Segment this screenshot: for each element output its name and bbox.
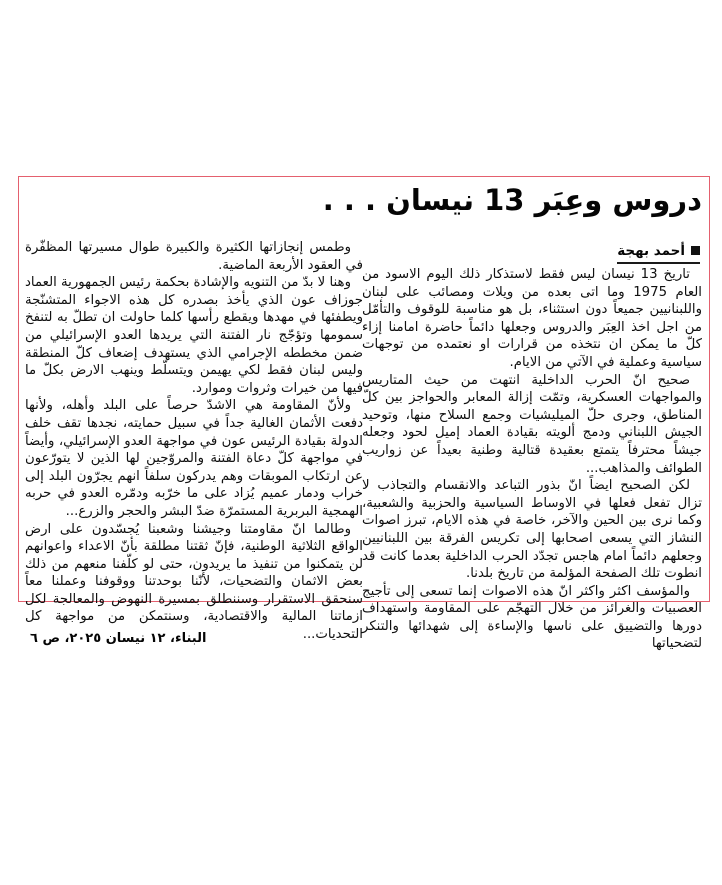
byline-square-icon — [691, 246, 700, 255]
source-caption: البناء، ١٢ نيسان ٢٠٢٥، ص ٦ — [30, 631, 207, 646]
column-left — [25, 239, 363, 644]
byline — [617, 243, 700, 264]
column-right — [362, 266, 702, 653]
paragraph: وطمس إنجازاتها الكثيرة والكبيرة طوال مسيرتها المظفّرة في العقود الأربعة الماضية. — [25, 240, 363, 273]
article-title: دروس وعِبَر 13 نيسان . . . — [322, 183, 702, 217]
paragraph: ولأنّ المقاومة هي الاشدّ حرصاً على البلد وأهله، ولأنها دفعت الأثمان الغالية جداً في سبيل حمايته، نجدها تقف خلف الدولة بقيادة الرئيس عون في مواجهة العدو الإسرائيلي، وأيضاً في مواجهة كلّ دعاة الفتنة والمروّجين لها الذين لا يتورّعون عن ارتكاب الموبقات وهم يدركون سلفاً انهم يجرّون البلد إلى خراب ودمار عميم يُزاد على ما خرّبه ودمّره العدو في حربه الهمجية البربرية المستمرّة ضدّ البشر والحجر والزرع... — [25, 398, 363, 519]
paragraph: وهنا لا بدّ من التنويه والإشادة بحكمة رئيس الجمهورية العماد جوزاف عون الذي يأخذ بصدره كل هذه الاجواء المتشنّجة ويطفئها في مهدها ويقطع رأسها كلما حاولت ان تطلّ به لتنفخ سمومها وتؤجّج نار الفتنة التي يريدها العدو الإسرائيلي من ضمن مخططه الإجرامي الذي يستهدف إضعاف كلّ المنطقة وليس لبنان فقط لكي يهيمن ويتسلّط وينهب الارض بكلّ ما فيها من خيرات وثروات وموارد. — [25, 275, 363, 396]
author-name: أحمد بهجة — [617, 243, 685, 259]
paragraph: وطالما انّ مقاومتنا وجيشنا وشعبنا يُجسّدون على ارض الواقع الثلاثية الوطنية، فإنّ ثقتنا مطلقة بأنّ الاعداء واعوانهم لن يتمكنوا من تنفيذ ما يريدون، حتى لو كلّفنا منعهم من ذلك بعض الاثمان والتضحيات، لأنّنا بوحدتنا ووقوفنا وعملنا معاً سنحقق الاستقرار وسننطلق بمسيرة النهوض والمعالجة لكل ازماتنا المالية والاقتصادية، وسنتمكن من مواجهة كل التحديات... — [25, 521, 363, 643]
paragraph: والمؤسف اكثر واكثر انّ هذه الاصوات إنما تسعى إلى تأجيج العصبيات والغرائز من خلال التهجّم على المقاومة واستهداف دورها والتضييق على ناسها والإساءة إلى شهدائها والتنكر لتضحياتها — [362, 583, 702, 652]
paragraph: صحيح انّ الحرب الداخلية انتهت من حيث المتاريس والمواجهات العسكرية، وتمّت إزالة المعابر والحواجز بين كلّ المناطق، وجرى حلّ الميليشيات وجمع السلاح منها، وتوحيد الجيش اللبناني ودمج ألويته بقيادة العماد إميل لحود وجعله جيشاً محترفاً يتمتع بعقيدة قتالية وطنية بعيداً عن زواريب الطوائف والمذاهب... — [362, 372, 702, 476]
paragraph: تاريخ 13 نيسان ليس فقط لاستذكار ذلك اليوم الاسود من العام 1975 وما اتى بعده من ويلات ومصائب على لبنان واللبنانيين جميعاً دون استثناء، بل هو مناسبة للوقوف والتأمّل من اجل اخذ العِبَر والدروس وجعلها دائماً حاضرة امامنا إزاء كلّ ما يمكن ان نتخذه من قرارات او نعتمده من توجهات سياسية وعملية في الآتي من الايام. — [362, 267, 702, 370]
paragraph: لكن الصحيح ايضاً انّ بذور التباعد والانقسام والتجاذب لا تزال تفعل فعلها في الاوساط السياسية والحزبية والشعبية، وكما نرى بين الحين والآخر، خاصة في هذه الايام، تبرز اصوات النشاز التي يسعى اصحابها إلى تكريس الفرقة بين اللبنانيين وجعلهم دائماً امام هاجس تجدّد الحرب الداخلية بعدما كانت قد انطوت تلك الصفحة المؤلمة من تاريخ بلدنا. — [362, 478, 702, 582]
